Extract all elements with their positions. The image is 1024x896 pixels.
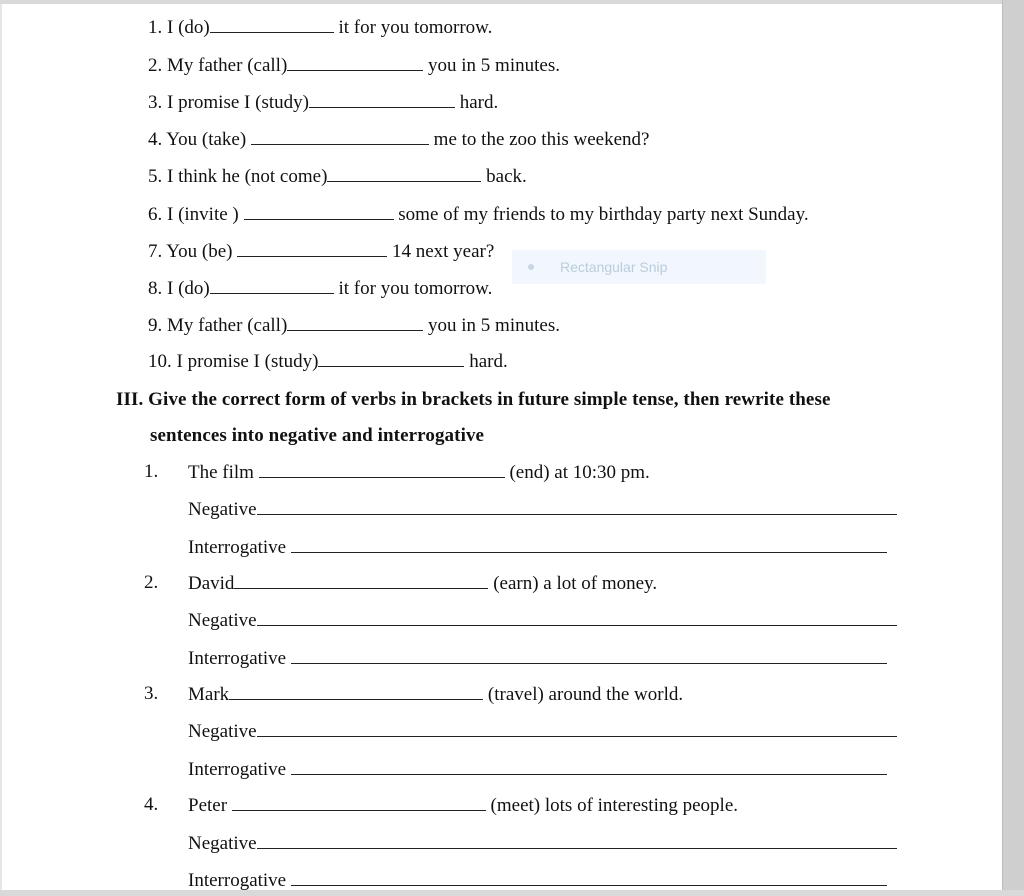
sentence-end: 14 next year? <box>391 241 495 262</box>
sentence-end: you in 5 minutes. <box>428 55 560 76</box>
negative-label: Negative <box>188 833 257 854</box>
item-number: 4. <box>144 794 159 815</box>
answer-blank[interactable] <box>251 128 429 145</box>
negative-label: Negative <box>188 721 257 742</box>
answer-blank[interactable] <box>309 91 455 108</box>
item-number: 3. <box>144 683 159 704</box>
sentence-start: I promise I (study) <box>167 92 309 113</box>
interrogative-row-2 <box>188 647 887 670</box>
sentence-rest: (end) at 10:30 pm. <box>509 462 650 483</box>
sentence-start: I think he (not come) <box>167 166 328 187</box>
sentence-subject: Peter <box>188 795 228 816</box>
item-number: 9. <box>148 315 163 336</box>
exercise-item-2 <box>188 572 657 595</box>
exercise-line-9 <box>148 314 560 337</box>
item-number: 1. <box>148 17 163 38</box>
sentence-end: you in 5 minutes. <box>428 315 560 336</box>
answer-blank[interactable] <box>259 461 505 478</box>
negative-blank[interactable] <box>257 720 897 737</box>
section-heading-continued: sentences into negative and interrogative <box>150 425 485 446</box>
negative-row-1 <box>188 498 897 521</box>
sentence-end: me to the zoo this weekend? <box>433 129 650 150</box>
sentence-start: You (take) <box>166 129 247 150</box>
interrogative-blank[interactable] <box>291 869 887 886</box>
sentence-subject: The film <box>188 462 254 483</box>
exercise-item-3 <box>188 683 683 706</box>
answer-blank[interactable] <box>327 165 481 182</box>
item-number: 10. <box>148 351 172 372</box>
sentence-start: You (be) <box>166 241 233 262</box>
exercise-item-1 <box>188 461 650 484</box>
sentence-start: I (invite ) <box>167 204 239 225</box>
sentence-end: it for you tomorrow. <box>338 17 493 38</box>
exercise-line-3 <box>148 91 498 114</box>
interrogative-label: Interrogative <box>188 870 287 891</box>
answer-blank[interactable] <box>237 240 387 257</box>
item-number: 4. <box>148 129 163 150</box>
sentence-rest: (travel) around the world. <box>487 684 684 705</box>
answer-blank[interactable] <box>229 683 483 700</box>
item-number: 2. <box>144 572 159 593</box>
negative-row-2 <box>188 609 897 632</box>
answer-blank[interactable] <box>210 277 334 294</box>
interrogative-blank[interactable] <box>291 758 887 775</box>
sentence-subject: Mark <box>188 684 230 705</box>
exercise-item-4 <box>188 794 738 817</box>
negative-blank[interactable] <box>257 832 897 849</box>
item-number: 5. <box>148 166 163 187</box>
sentence-start: My father (call) <box>167 315 288 336</box>
negative-row-3 <box>188 720 897 743</box>
interrogative-blank[interactable] <box>291 536 887 553</box>
exercise-line-1 <box>148 16 492 39</box>
negative-blank[interactable] <box>257 609 897 626</box>
document-page <box>2 4 1002 890</box>
sentence-start: I (do) <box>167 278 210 299</box>
item-number: 1. <box>144 461 159 482</box>
negative-label: Negative <box>188 499 257 520</box>
answer-blank[interactable] <box>318 350 464 367</box>
answer-blank[interactable] <box>244 203 394 220</box>
exercise-line-6 <box>148 203 809 226</box>
sentence-end: it for you tomorrow. <box>338 278 493 299</box>
item-number: 3. <box>148 92 163 113</box>
exercise-line-5 <box>148 165 527 188</box>
snip-mode-label: Rectangular Snip <box>560 259 668 275</box>
answer-blank[interactable] <box>287 54 423 71</box>
item-number: 6. <box>148 204 163 225</box>
interrogative-row-3 <box>188 758 887 781</box>
sentence-start: I (do) <box>167 17 210 38</box>
sentence-start: My father (call) <box>167 55 288 76</box>
exercise-line-7 <box>148 240 494 263</box>
interrogative-row-4 <box>188 869 887 892</box>
answer-blank[interactable] <box>234 572 488 589</box>
snip-mode-icon <box>528 264 534 270</box>
sentence-rest: (earn) a lot of money. <box>493 573 658 594</box>
interrogative-label: Interrogative <box>188 648 287 669</box>
section-heading: III. Give the correct form of verbs in brackets in future simple tense, then rewrite these <box>116 389 831 410</box>
sentence-end: back. <box>486 166 527 187</box>
interrogative-row-1 <box>188 536 887 559</box>
sentence-start: I promise I (study) <box>176 351 319 372</box>
exercise-line-10 <box>148 350 508 373</box>
sentence-end: hard. <box>459 92 499 113</box>
exercise-line-2 <box>148 54 560 77</box>
negative-row-4 <box>188 832 897 855</box>
sentence-subject: David <box>188 573 235 594</box>
item-number: 7. <box>148 241 163 262</box>
answer-blank[interactable] <box>232 794 486 811</box>
viewer-right-margin <box>1002 0 1024 896</box>
exercise-line-8 <box>148 277 492 300</box>
sentence-end: hard. <box>469 351 508 372</box>
interrogative-blank[interactable] <box>291 647 887 664</box>
rectangular-snip-overlay[interactable] <box>512 250 766 284</box>
exercise-line-4 <box>148 128 649 151</box>
negative-label: Negative <box>188 610 257 631</box>
interrogative-label: Interrogative <box>188 537 287 558</box>
answer-blank[interactable] <box>210 16 334 33</box>
interrogative-label: Interrogative <box>188 759 287 780</box>
item-number: 8. <box>148 278 163 299</box>
sentence-rest: (meet) lots of interesting people. <box>490 795 739 816</box>
item-number: 2. <box>148 55 163 76</box>
negative-blank[interactable] <box>257 498 897 515</box>
sentence-end: some of my friends to my birthday party next Sunday. <box>398 204 809 225</box>
answer-blank[interactable] <box>287 314 423 331</box>
